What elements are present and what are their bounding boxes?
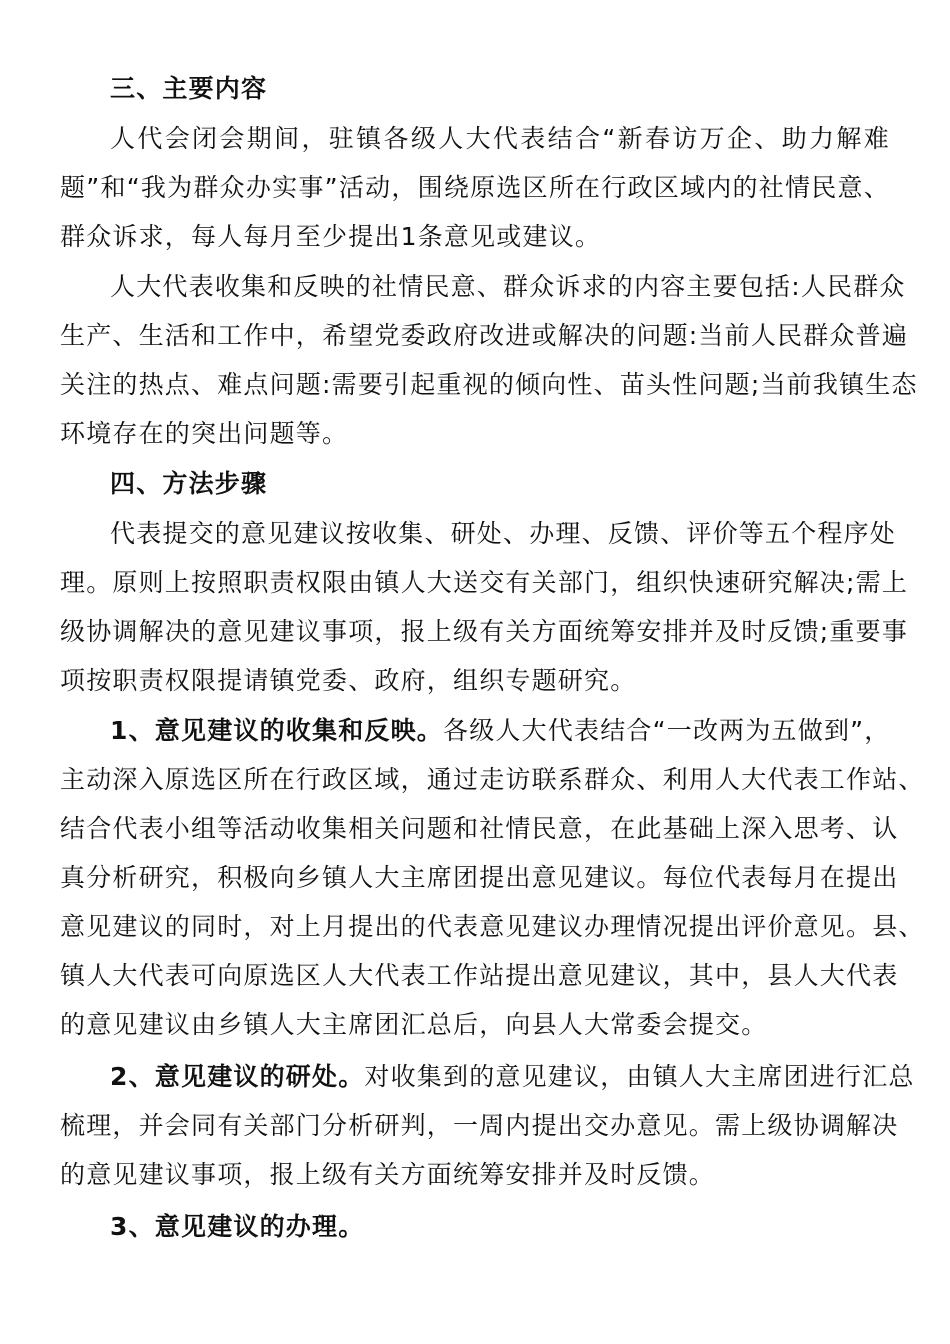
paragraph-line: 结合代表小组等活动收集相关问题和社情民意，在此基础上深入思考、认	[60, 814, 899, 843]
paragraph-line: 生产、生活和工作中，希望党委政府改进或解决的问题:当前人民群众普遍	[60, 321, 909, 350]
paragraph-line: 真分析研究，积极向乡镇人大主席团提出意见建议。每位代表每月在提出	[60, 863, 899, 892]
paragraph-line: 的意见建议事项，报上级有关方面统筹安排并及时反馈。	[60, 1160, 716, 1189]
paragraph-line: 梳理，并会同有关部门分析研判，一周内提出交办意见。需上级协调解决	[60, 1111, 899, 1140]
item-2-title: 2、意见建议的研处。	[110, 1062, 365, 1091]
paragraph-line: 关注的热点、难点问题:需要引起重视的倾向性、苗头性问题;当前我镇生态	[60, 370, 918, 399]
paragraph-line: 群众诉求，每人每月至少提出1条意见或建议。	[60, 222, 602, 251]
section-heading-method-steps: 四、方法步骤	[110, 469, 268, 498]
paragraph-line: 主动深入原选区所在行政区域，通过走访联系群众、利用人大代表工作站、	[60, 765, 925, 794]
paragraph-line: 意见建议的同时，对上月提出的代表意见建议办理情况提出评价意见。县、	[60, 912, 925, 941]
paragraph-line: 题”和“我为群众办实事”活动，围绕原选区所在行政区域内的社情民意、	[60, 173, 890, 202]
paragraph-line: 的意见建议由乡镇人大主席团汇总后，向县人大常委会提交。	[60, 1010, 768, 1039]
paragraph-line: 人代会闭会期间，驻镇各级人大代表结合“新春访万企、助力解难	[110, 124, 890, 153]
paragraph-line: 人大代表收集和反映的社情民意、群众诉求的内容主要包括:人民群众	[110, 272, 906, 301]
item-2-text: 对收集到的意见建议，由镇人大主席团进行汇总	[364, 1062, 915, 1091]
section-heading-main-content: 三、主要内容	[110, 74, 268, 103]
item-1-first-line	[110, 712, 890, 750]
paragraph-line: 镇人大代表可向原选区人大代表工作站提出意见建议，其中，县人大代表	[60, 961, 899, 990]
item-3-title: 3、意见建议的办理。	[110, 1212, 365, 1241]
paragraph-line: 级协调解决的意见建议事项，报上级有关方面统筹安排并及时反馈;重要事	[60, 617, 909, 646]
paragraph-line: 项按职责权限提请镇党委、政府，组织专题研究。	[60, 666, 637, 695]
paragraph-line: 代表提交的意见建议按收集、研处、办理、反馈、评价等五个程序处	[110, 519, 897, 548]
item-1-title: 1、意见建议的收集和反映。	[110, 716, 443, 745]
paragraph-line: 理。原则上按照职责权限由镇人大送交有关部门，组织快速研究解决;需上	[60, 568, 909, 597]
item-1-text: 各级人大代表结合“一改两为五做到”，	[443, 716, 891, 745]
item-2-first-line	[110, 1058, 915, 1096]
paragraph-line: 环境存在的突出问题等。	[60, 419, 349, 448]
